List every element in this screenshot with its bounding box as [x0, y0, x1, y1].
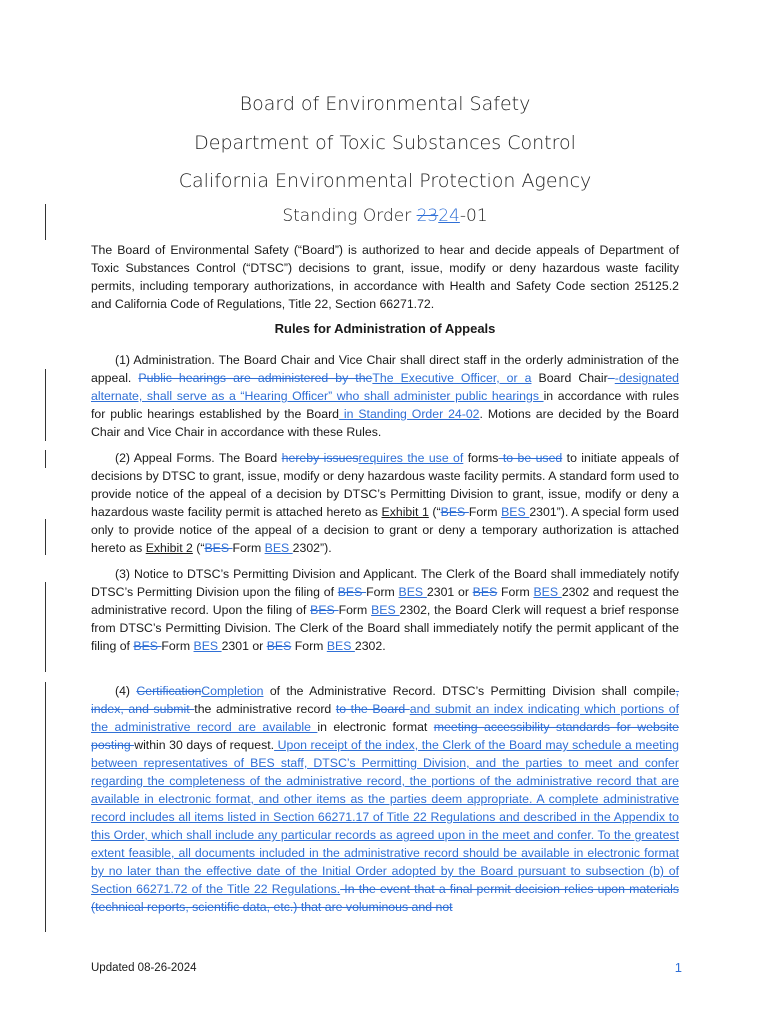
intro-paragraph: The Board of Environmental Safety (“Board”) is authorized to hear and decide appeals of Department of Toxic Substances Control (“DTSC”) decisions to grant, issue, modify or deny hazardous waste facility permits, including temporary authorizations, in accordance with Health and Safety Code section 25125.2 and California Code of Regulations, Title 22, Section 66271.72. — [91, 243, 679, 311]
board-title: Board of Environmental Safety — [239, 93, 531, 115]
standing-order-title: Standing Order 2324-01 — [282, 206, 488, 226]
paragraph-notice: (3) Notice to DTSC’s Permitting Division and Applicant. The Clerk of the Board shall immediately notify DTSC’s Permitting Division upon the filing of BES Form BES 2301 or BES Form BES 2302 and request the administrative record. Upon the filing of BES Form BES 2302, the Board Clerk will request a brief response from DTSC’s Permitting Division. The Clerk of the Board shall immediately notify the permit applicant of the filing of BES Form BES 2301 or BES Form BES 2302. — [91, 567, 680, 653]
department-title: Department of Toxic Substances Control — [194, 132, 576, 154]
agency-title: California Environmental Protection Agency — [178, 170, 592, 192]
change-bar — [45, 450, 46, 468]
exhibit-1-link[interactable]: Exhibit 1 — [381, 505, 429, 519]
paragraph-appeal-forms: (2) Appeal Forms. The Board hereby issuesrequires the use of forms to be used to initiate appeals of decisions by DTSC to grant, issue, modify or deny hazardous waste facility permits. A standard form used to provide notice of the appeal of a decision by DTSC’s Permitting Division to grant, issue, modify or deny a hazardous waste facility permit is attached hereto as Exhibit 1 (“BES Form BES 2301”). A special form used only to provide notice of the appeal of a decision to grant or deny a temporary authorization is attached hereto as Exhibit 2 (“BES Form BES 2302”). — [91, 451, 680, 555]
exhibit-2-link[interactable]: Exhibit 2 — [145, 541, 193, 555]
page-number: 1 — [674, 960, 682, 975]
change-bar — [45, 582, 46, 672]
paragraph-administration: (1) Administration. The Board Chair and Vice Chair shall direct staff in the orderly administration of the appeal. Public hearings are administered by theThe Executive Officer, or a Board Chair -designated alternate, shall serve as a “Hearing Officer” who shall administer public hearings in accordance with rules for public hearings established by the Board in Standing Order 24-02. Motions are decided by the Board Chair and Vice Chair in accordance with these Rules. — [91, 353, 680, 439]
rules-heading: Rules for Administration of Appeals — [274, 321, 496, 336]
order-inserted-text: 24 — [438, 206, 460, 226]
change-bar — [45, 519, 46, 555]
change-bar — [45, 204, 46, 240]
change-bar — [45, 682, 46, 932]
footer-updated-date: Updated 08-26-2024 — [91, 962, 197, 974]
change-bar — [45, 369, 46, 441]
order-deleted-text: 23 — [416, 206, 439, 226]
paragraph-administrative-record: (4) CertificationCompletion of the Administrative Record. DTSC’s Permitting Division shall compile, index, and submit the administrative record to the Board and submit an index indicating which portions of the administrative record are available in electronic format meeting accessibility standards for website posting within 30 days of request. Upon receipt of the index, the Clerk of the Board may schedule a meeting between representatives of BES staff, DTSC’s Permitting Division, and the parties to meet and confer regarding the completeness of the administrative record, the portions of the administrative record that are available in electronic format, and other items as the parties deem appropriate. A complete administrative record includes all items listed in Section 66271.17 of Title 22 Regulations and described in the Appendix to this Order, which shall include any particular records as agreed upon in the meet and confer. To the greatest extent feasible, all documents included in the administrative record should be available in electronic format by no later than the effective date of the Initial Order adopted by the Board pursuant to subsection (b) of Section 66271.72 of the Title 22 Regulations. In the event that a final permit decision relies upon materials (technical reports, scientific data, etc.) that are voluminous and not — [91, 684, 680, 914]
